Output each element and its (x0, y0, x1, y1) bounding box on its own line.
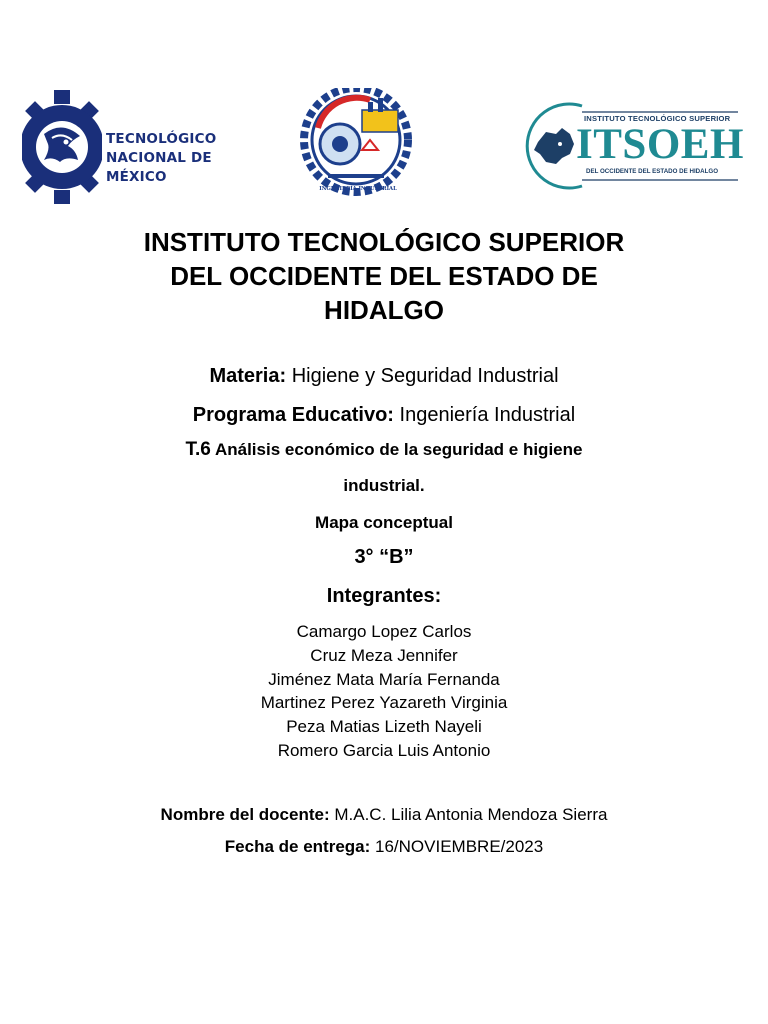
docente-line (0, 803, 768, 827)
tema-line-1 (0, 439, 768, 461)
integrantes-label: Integrantes: (326, 585, 442, 607)
title-line-2: DEL OCCIDENTE DEL ESTADO DE (170, 261, 598, 291)
list-item: Jiménez Mata María Fernanda (268, 669, 500, 689)
logo-row (0, 86, 768, 206)
ii-caption: INGENIERÍA INDUSTRIAL (319, 186, 397, 192)
list-item: Martinez Perez Yazareth Virginia (260, 693, 508, 713)
document-type: Mapa conceptual (315, 513, 453, 532)
tecnm-wordmark (106, 130, 262, 187)
programa-value: Ingeniería Industrial (393, 404, 576, 426)
title-line-3: HIDALGO (324, 295, 444, 325)
fecha-value: 16/NOVIEMBRE/2023 (370, 836, 544, 856)
itsoeh-wordmark: ITSOEH (576, 121, 744, 168)
fecha-label: Fecha de entrega: (224, 836, 371, 856)
itsoeh-top-text: INSTITUTO TECNOLÓGICO SUPERIOR (584, 114, 731, 123)
itsoeh-logo (512, 102, 744, 190)
programa-label: Programa Educativo: (192, 404, 394, 426)
tecnm-line1: TECNOLÓGICO (106, 131, 217, 147)
tecnm-eagle-gear-logo-icon (22, 90, 102, 204)
tecnm-logo (22, 90, 262, 204)
institution-title (84, 225, 684, 327)
list-item: Camargo Lopez Carlos (296, 622, 472, 641)
list-item: Cruz Meza Jennifer (310, 645, 458, 665)
docente-label: Nombre del docente: (160, 804, 330, 824)
programa-line (0, 403, 768, 427)
list-item: Romero Garcia Luis Antonio (277, 740, 491, 760)
itsoeh-bottom-text: DEL OCCIDENTE DEL ESTADO DE HIDALGO (586, 168, 719, 175)
tema-prefix: T.6 (185, 439, 211, 460)
fecha-line (0, 835, 768, 859)
ingenieria-industrial-logo (298, 88, 420, 204)
cover-content (0, 225, 768, 858)
ingenieria-industrial-gear-logo-icon (298, 88, 420, 204)
integrantes-list (0, 620, 768, 763)
materia-label: Materia: (209, 365, 287, 387)
group: 3° “B” (354, 546, 414, 568)
materia-value: Higiene y Seguridad Industrial (286, 365, 559, 387)
list-item: Peza Matias Lizeth Nayeli (286, 717, 482, 737)
docente-value: M.A.C. Lilia Antonia Mendoza Sierra (329, 804, 608, 824)
tecnm-line2: NACIONAL DE MÉXICO (106, 150, 212, 185)
tema-line-2: industrial. (343, 476, 425, 495)
materia-line (0, 364, 768, 388)
tema-title-1: Análisis económico de la seguridad e higiene (210, 440, 583, 459)
title-line-1: INSTITUTO TECNOLÓGICO SUPERIOR (143, 227, 625, 257)
